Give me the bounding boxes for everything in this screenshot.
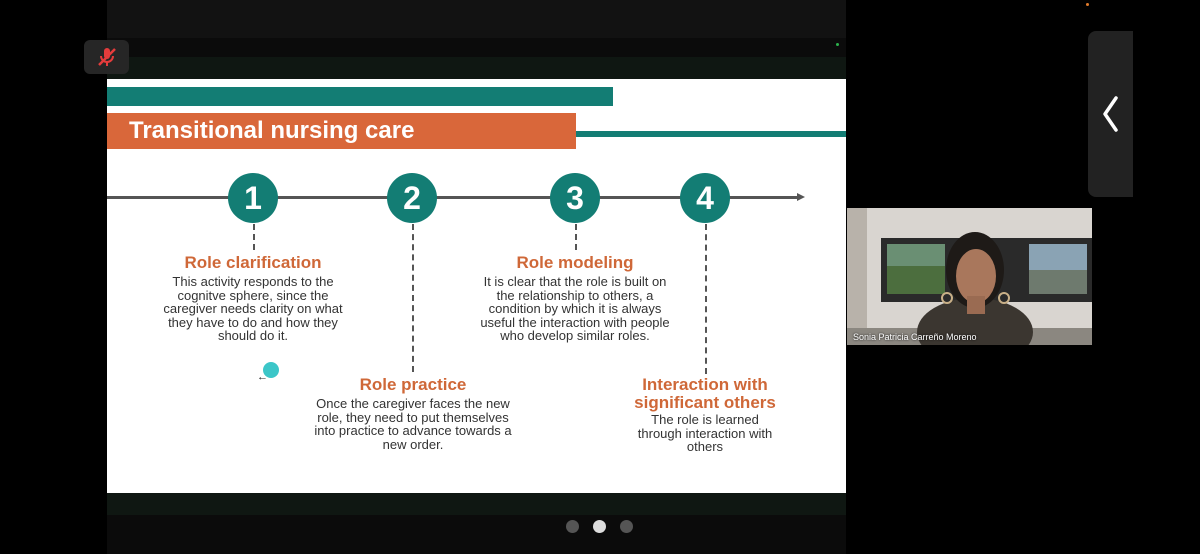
timeline-arrow-icon — [797, 193, 805, 201]
slide-top-margin — [107, 57, 846, 79]
page-dot-1[interactable] — [566, 520, 579, 533]
decorative-teal-line — [576, 131, 846, 137]
step-3-description: It is clear that the role is built on the relationship to others, a condition by which it is always useful the interaction with people who develop similar roles. — [480, 274, 670, 343]
page-indicator — [566, 520, 633, 533]
step-1-circle: 1 — [228, 173, 278, 223]
step-3-connector — [575, 224, 577, 250]
slide-title-bar — [107, 113, 576, 149]
slide-bottom-margin — [107, 493, 846, 515]
status-dot — [836, 43, 839, 46]
chevron-left-icon — [1100, 94, 1122, 134]
step-1-connector — [253, 224, 255, 250]
page-dot-3[interactable] — [620, 520, 633, 533]
step-2-connector — [412, 224, 414, 372]
slide-title: Transitional nursing care — [129, 117, 415, 144]
step-3-title: Role modeling — [516, 253, 634, 272]
decorative-teal-bar — [107, 87, 613, 106]
step-4-connector — [705, 224, 707, 374]
cursor-arrow-icon: ← — [257, 371, 268, 383]
participant-video-tile[interactable] — [847, 208, 1092, 345]
mic-muted-icon — [95, 45, 119, 69]
step-1-title: Role clarification — [184, 253, 322, 272]
step-4-circle: 4 — [680, 173, 730, 223]
step-3-circle: 3 — [550, 173, 600, 223]
presentation-slide — [107, 79, 846, 493]
participant-name: Sonia Patricia Carreño Moreno — [853, 332, 977, 342]
top-band — [107, 0, 846, 38]
step-2-title: Role practice — [359, 375, 467, 394]
step-4-description: The role is learned through interaction with others — [637, 412, 773, 454]
step-1-description: This activity responds to the cognitve sphere, since the caregiver needs clarity on what they have to do and how they should do it. — [163, 274, 343, 343]
step-2-description: Once the caregiver faces the new role, they need to put themselves into practice to advance towards a new order. — [314, 396, 512, 452]
mute-button[interactable] — [84, 40, 129, 74]
camera-indicator-dot — [1086, 3, 1089, 6]
participant-video — [847, 208, 1092, 345]
page-dot-2[interactable] — [593, 520, 606, 533]
step-2-circle: 2 — [387, 173, 437, 223]
step-4-title: Interaction with significant others — [634, 375, 776, 412]
collapse-panel-button[interactable] — [1088, 31, 1133, 197]
